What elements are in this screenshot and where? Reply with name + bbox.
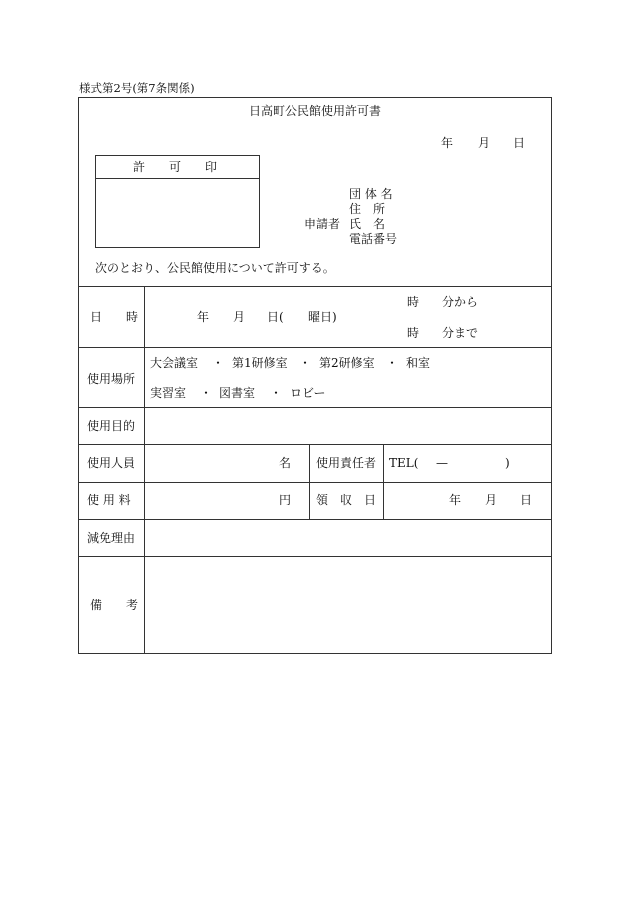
- datetime-weekday: 曜日): [308, 310, 337, 324]
- form-number: 様式第2号(第7条関係): [79, 81, 195, 95]
- place-option: ロビー: [290, 386, 326, 400]
- row-divider: [78, 444, 552, 445]
- receipt-month: 月: [485, 493, 498, 507]
- people-unit: 名: [279, 456, 292, 470]
- mid-column-divider: [383, 444, 384, 519]
- remarks-label: 備 考: [90, 598, 139, 612]
- label-column-divider: [144, 286, 145, 654]
- row-divider: [78, 407, 552, 408]
- people-label: 使用人員: [87, 456, 136, 470]
- tel-dash: —: [436, 456, 448, 470]
- row-divider: [78, 556, 552, 557]
- place-option: 第1研修室: [232, 356, 288, 370]
- row-divider: [78, 347, 552, 348]
- datetime-day: 日(: [267, 310, 284, 324]
- place-label: 使用場所: [87, 372, 136, 386]
- datetime-year: 年: [197, 310, 210, 324]
- receipt-year: 年: [449, 493, 462, 507]
- applicant-address-label: 住 所: [349, 202, 386, 216]
- stamp-box-divider: [95, 178, 260, 179]
- place-separator: ・: [299, 356, 312, 370]
- stamp-label-3: 印: [205, 160, 218, 174]
- purpose-label: 使用目的: [87, 419, 136, 433]
- page-title: 日高町公民館使用許可書: [248, 104, 381, 118]
- row-divider: [78, 519, 552, 520]
- applicant-name-label: 氏 名: [349, 217, 386, 231]
- place-option: 実習室: [150, 386, 187, 400]
- receipt-day: 日: [520, 493, 533, 507]
- place-option: 大会議室: [150, 356, 199, 370]
- permit-statement: 次のとおり、公民館使用について許可する。: [95, 261, 335, 275]
- datetime-until: 分まで: [442, 326, 479, 340]
- place-separator: ・: [200, 386, 213, 400]
- applicant-group-name-label: 団 体 名: [349, 187, 393, 201]
- place-option: 第2研修室: [319, 356, 375, 370]
- receipt-date-label: 領 収 日: [316, 493, 377, 507]
- date-day: 日: [513, 136, 526, 150]
- place-separator: ・: [212, 356, 225, 370]
- mid-column-divider: [309, 444, 310, 519]
- datetime-label: 日 時: [90, 310, 139, 324]
- reason-label: 減免理由: [87, 531, 136, 545]
- datetime-hour-end: 時: [407, 326, 420, 340]
- fee-unit: 円: [279, 493, 292, 507]
- place-option: 図書室: [219, 386, 256, 400]
- fee-label: 使 用 料: [87, 493, 131, 507]
- tel-close: ): [505, 456, 510, 470]
- applicant-label: 申請者: [304, 217, 341, 231]
- row-divider: [78, 482, 552, 483]
- date-year: 年: [441, 136, 454, 150]
- manager-label: 使用責任者: [316, 456, 377, 470]
- stamp-label-2: 可: [169, 160, 182, 174]
- stamp-label-1: 許: [133, 160, 146, 174]
- place-option: 和室: [406, 356, 431, 370]
- table-top-line: [78, 286, 552, 287]
- applicant-phone-label: 電話番号: [349, 232, 398, 246]
- tel-open: TEL(: [389, 456, 419, 470]
- date-month: 月: [478, 136, 491, 150]
- datetime-hour-start: 時: [407, 295, 420, 309]
- place-separator: ・: [270, 386, 283, 400]
- place-separator: ・: [386, 356, 399, 370]
- datetime-month: 月: [233, 310, 246, 324]
- datetime-from: 分から: [442, 295, 479, 309]
